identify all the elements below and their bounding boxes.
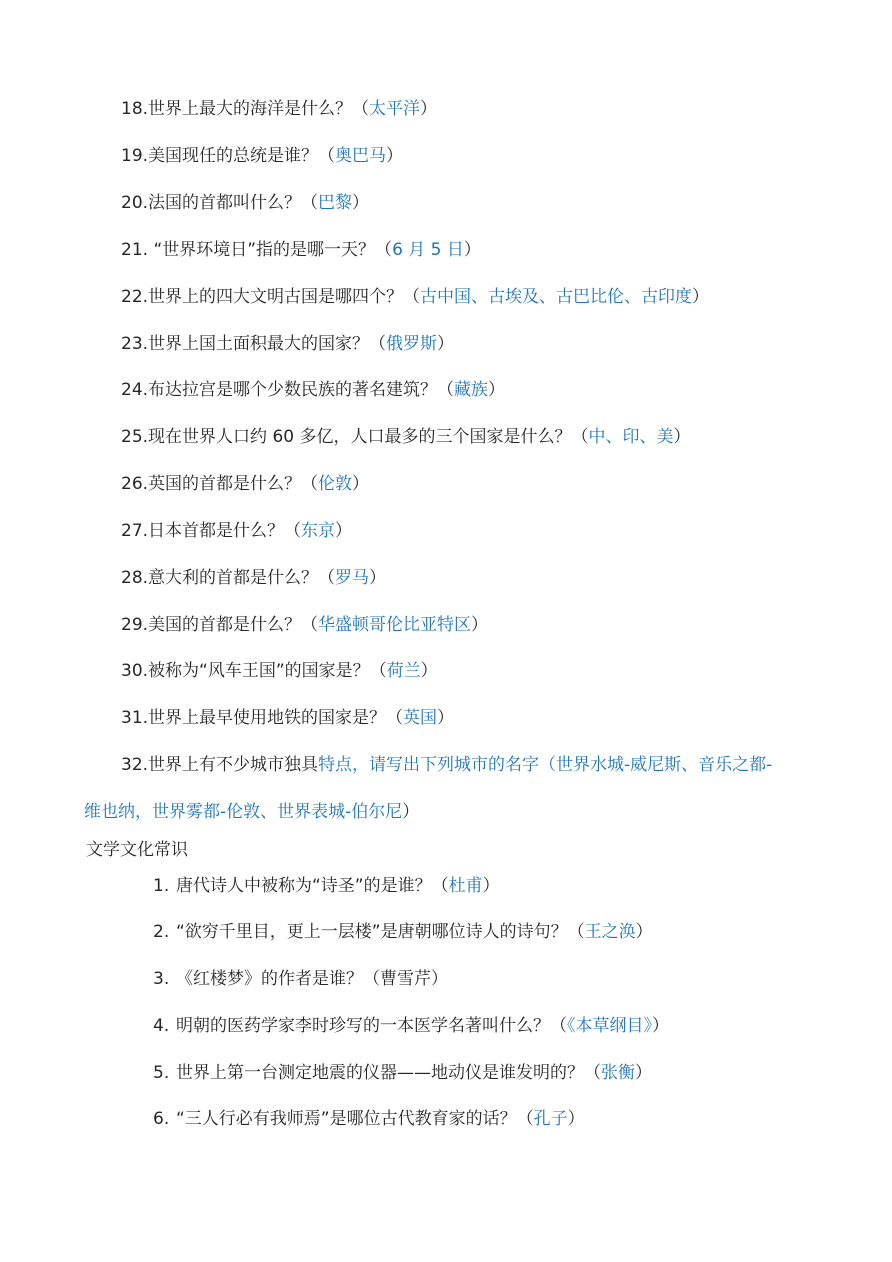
list-item-3 [153, 967, 448, 991]
question-18 [121, 97, 437, 121]
question-text: 32.世界上有不少城市独具 [121, 755, 319, 775]
question-20 [121, 191, 369, 215]
list-number: 4. [153, 1016, 170, 1036]
list-number: 2. [153, 922, 170, 942]
question-25 [121, 425, 690, 449]
close-paren: ） [420, 661, 438, 681]
question-text: 《红楼梦》的作者是谁？（曹雪芹） [176, 969, 448, 989]
list-item-5 [153, 1061, 652, 1085]
close-paren: ） [335, 521, 353, 541]
question-26 [121, 472, 369, 496]
answer-text: 荷兰 [386, 661, 421, 681]
close-paren: ） [692, 287, 710, 307]
close-paren: ） [471, 615, 489, 635]
answer-text: 藏族 [454, 380, 489, 400]
question-22 [121, 285, 709, 309]
question-27 [121, 519, 352, 543]
answer-text: 奥巴马 [335, 146, 387, 166]
question-19 [121, 144, 403, 168]
question-text: “三人行必有我师焉”是哪位古代教育家的话？（ [176, 1109, 534, 1129]
close-paren: ） [386, 146, 404, 166]
question-text: 25.现在世界人口约 60 多亿，人口最多的三个国家是什么？（ [121, 427, 589, 447]
answer-text: 《本草纲目》 [567, 1016, 652, 1036]
question-text: 24.布达拉宫是哪个少数民族的著名建筑？（ [121, 380, 455, 400]
question-text: 世界上第一台测定地震的仪器——地动仪是谁发明的？（ [176, 1063, 601, 1083]
answer-text: 张衡 [601, 1063, 635, 1083]
list-number: 1. [153, 876, 170, 896]
answer-text: 孔子 [533, 1109, 568, 1129]
close-paren: ） [420, 99, 438, 119]
question-21 [121, 238, 481, 262]
answer-text: 6 月 5 日 [392, 240, 464, 260]
answer-text: 俄罗斯 [386, 334, 438, 354]
close-paren: ） [352, 193, 370, 213]
list-number: 6. [153, 1109, 170, 1129]
question-text: 18.世界上最大的海洋是什么？（ [121, 99, 370, 119]
answer-text: 巴黎 [318, 193, 353, 213]
question-text: 明朝的医药学家李时珍写的一本医学名著叫什么？（ [176, 1016, 567, 1036]
question-text: “欲穷千里目，更上一层楼”是唐朝哪位诗人的诗句？（ [176, 922, 585, 942]
question-text: 20.法国的首都叫什么？（ [121, 193, 319, 213]
question-text: 30.被称为“风车王国”的国家是？（ [121, 661, 387, 681]
answer-text: 中、印、美 [588, 427, 674, 447]
list-item-2 [153, 920, 653, 944]
question-28 [121, 566, 386, 590]
list-item-6 [153, 1107, 585, 1131]
close-paren: ） [437, 708, 455, 728]
question-text: 19.美国现任的总统是谁？（ [121, 146, 336, 166]
answer-text: 特点，请写出下列城市的名字（世界水城-威尼斯、音乐之都- [318, 755, 773, 775]
answer-text: 王之涣 [584, 922, 636, 942]
question-text: 27.日本首都是什么？（ [121, 521, 302, 541]
list-item-4 [153, 1014, 669, 1038]
close-paren: ） [635, 1063, 652, 1083]
list-item-1 [153, 874, 500, 898]
list-number: 3. [153, 969, 170, 989]
section-title: 文学文化常识 [86, 840, 188, 860]
close-paren: ） [488, 380, 506, 400]
question-23 [121, 332, 454, 356]
answer-text: 英国 [403, 708, 438, 728]
question-24 [121, 378, 505, 402]
answer-text: 华盛顿哥伦比亚特区 [318, 615, 472, 635]
close-paren: ） [369, 568, 387, 588]
close-paren: ） [673, 427, 691, 447]
question-text: 26.英国的首都是什么？（ [121, 474, 319, 494]
answer-text: 东京 [301, 521, 336, 541]
close-paren: ） [482, 876, 500, 896]
answer-text: 维也纳，世界雾都-伦敦、世界表城-伯尔尼 [84, 802, 403, 822]
list-number: 5. [153, 1063, 170, 1083]
close-paren: ） [463, 240, 481, 260]
question-32-continuation [84, 800, 419, 824]
question-text: 31.世界上最早使用地铁的国家是？（ [121, 708, 404, 728]
question-30 [121, 659, 438, 683]
close-paren: ） [567, 1109, 585, 1129]
answer-text: 杜甫 [448, 876, 483, 896]
question-text: 23.世界上国土面积最大的国家？（ [121, 334, 387, 354]
close-paren: ） [352, 474, 370, 494]
question-text: 21. “世界环境日”指的是哪一天？（ [121, 240, 393, 260]
close-paren: ） [402, 802, 420, 822]
close-paren: ） [437, 334, 455, 354]
question-text: 29.美国的首都是什么？（ [121, 615, 319, 635]
answer-text: 伦敦 [318, 474, 353, 494]
question-text: 28.意大利的首都是什么？（ [121, 568, 336, 588]
close-paren: ） [652, 1016, 669, 1036]
answer-text: 太平洋 [369, 99, 421, 119]
question-text: 22.世界上的四大文明古国是哪四个？（ [121, 287, 421, 307]
question-31 [121, 706, 454, 730]
question-32 [121, 753, 772, 777]
question-29 [121, 613, 488, 637]
answer-text: 古中国、古埃及、古巴比伦、古印度 [420, 287, 693, 307]
answer-text: 罗马 [335, 568, 370, 588]
question-text: 唐代诗人中被称为“诗圣”的是谁？（ [176, 876, 449, 896]
close-paren: ） [635, 922, 653, 942]
